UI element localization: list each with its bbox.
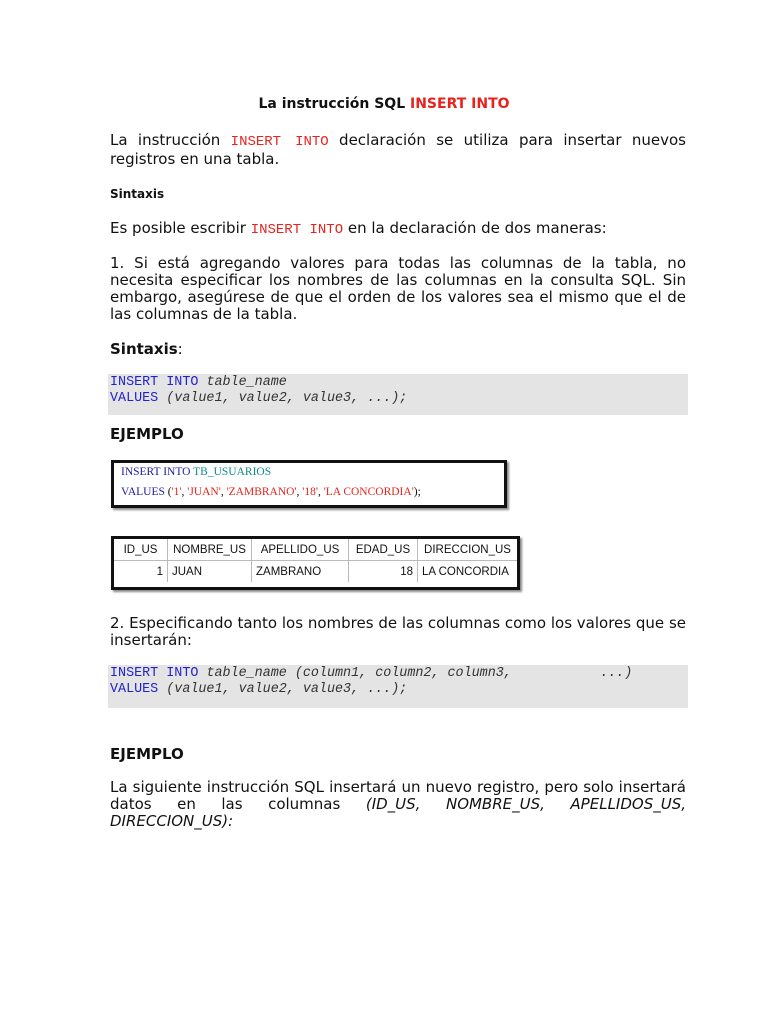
col-header: APELLIDO_US [252, 539, 349, 561]
table-cell: 18 [349, 561, 418, 583]
code2-line2-keyword: VALUES [110, 682, 159, 697]
two-ways-paragraph [110, 220, 686, 239]
final-columns-italic: (ID_US, NOMBRE_US, APELLIDOS_US, DIRECCION_US): [110, 795, 686, 830]
example-value-2: 'JUAN' [187, 486, 221, 498]
ejemplo-heading-2: EJEMPLO [110, 745, 184, 763]
two-ways-after: en la declaración de dos maneras: [343, 219, 607, 237]
intro-paragraph [110, 132, 686, 168]
example-value-3: 'ZAMBRANO' [226, 486, 297, 498]
syntax-code-block-2 [108, 665, 688, 708]
two-ways-before: Es posible escribir [110, 219, 251, 237]
intro-keyword: INSERT INTO [230, 134, 329, 150]
table-cell: LA CONCORDIA [422, 565, 509, 578]
syntax-code-block-1 [108, 374, 688, 415]
code1-line2-rest: (value1, value2, value3, ...); [158, 391, 408, 406]
title-highlight: INSERT INTO [410, 96, 510, 112]
code2-line1 [110, 666, 632, 682]
result-table [114, 539, 517, 582]
example-sep: , [181, 486, 188, 498]
example-sql-line1 [121, 466, 271, 478]
code1-line2 [110, 391, 407, 407]
table-header-row [114, 539, 517, 561]
code2-line1-rest: table_name (column1, column2, column3, ...) [198, 666, 633, 681]
example-value-4: '18' [302, 486, 318, 498]
code1-line2-keyword: VALUES [110, 391, 159, 406]
example-table-name: TB_USUARIOS [193, 466, 272, 478]
col-header: NOMBRE_US [168, 539, 252, 561]
sintaxis-colon: : [177, 340, 183, 358]
intro-after: declaración se utiliza para insertar nuevos registros en una tabla. [110, 131, 686, 168]
sintaxis-heading [110, 340, 183, 358]
page-title [0, 96, 768, 112]
example-sql-screenshot [111, 460, 507, 508]
example-sep: , [220, 486, 227, 498]
code2-line2-rest: (value1, value2, value3, ...); [158, 682, 408, 697]
code1-line1-rest: table_name [198, 375, 287, 390]
point2-paragraph: 2. Especificando tanto los nombres de las columnas como los valores que se insertarán: [110, 614, 686, 649]
example-sql-line2 [121, 486, 421, 498]
title-text: La instrucción SQL [258, 96, 410, 112]
sintaxis-heading-text: Sintaxis [110, 340, 178, 358]
example-sep: , [296, 486, 303, 498]
table-cell: ZAMBRANO [252, 561, 349, 583]
example-value-1: '1' [171, 486, 182, 498]
example-value-5: 'LA CONCORDIA' [323, 486, 414, 498]
example-values-keyword: VALUES [121, 486, 165, 498]
example-insert-keyword: INSERT INTO [121, 466, 191, 478]
result-table-screenshot [111, 536, 520, 590]
col-header: DIRECCION_US [418, 539, 518, 561]
table-row [114, 561, 517, 583]
table-cell: JUAN [168, 561, 252, 583]
example-sep: , [317, 486, 324, 498]
sintaxis-label-small: Sintaxis [110, 187, 165, 201]
final-paragraph [110, 779, 686, 830]
table-cell: 1 [114, 561, 168, 583]
code1-line1 [110, 375, 287, 391]
example-open-paren: ( [164, 486, 172, 498]
col-header: ID_US [114, 539, 168, 561]
intro-before: La instrucción [110, 131, 231, 149]
col-header: EDAD_US [349, 539, 418, 561]
two-ways-keyword: INSERT INTO [250, 222, 344, 238]
example-close-paren: ); [413, 486, 421, 498]
ejemplo-heading-1: EJEMPLO [110, 425, 184, 443]
code2-line2 [110, 682, 407, 698]
final-text: La siguiente instrucción SQL insertará un nuevo registro, pero solo insertará datos en las columnas [110, 778, 686, 813]
point1-paragraph: 1. Si está agregando valores para todas las columnas de la tabla, no necesita especificar los nombres de las columnas en la consulta SQL. Sin embargo, asegúrese de que el orden de los valores sea el mismo que el de las columnas de la tabla. [110, 254, 686, 323]
code2-line1-keyword: INSERT INTO [110, 666, 199, 681]
code1-line1-keyword: INSERT INTO [110, 375, 199, 390]
